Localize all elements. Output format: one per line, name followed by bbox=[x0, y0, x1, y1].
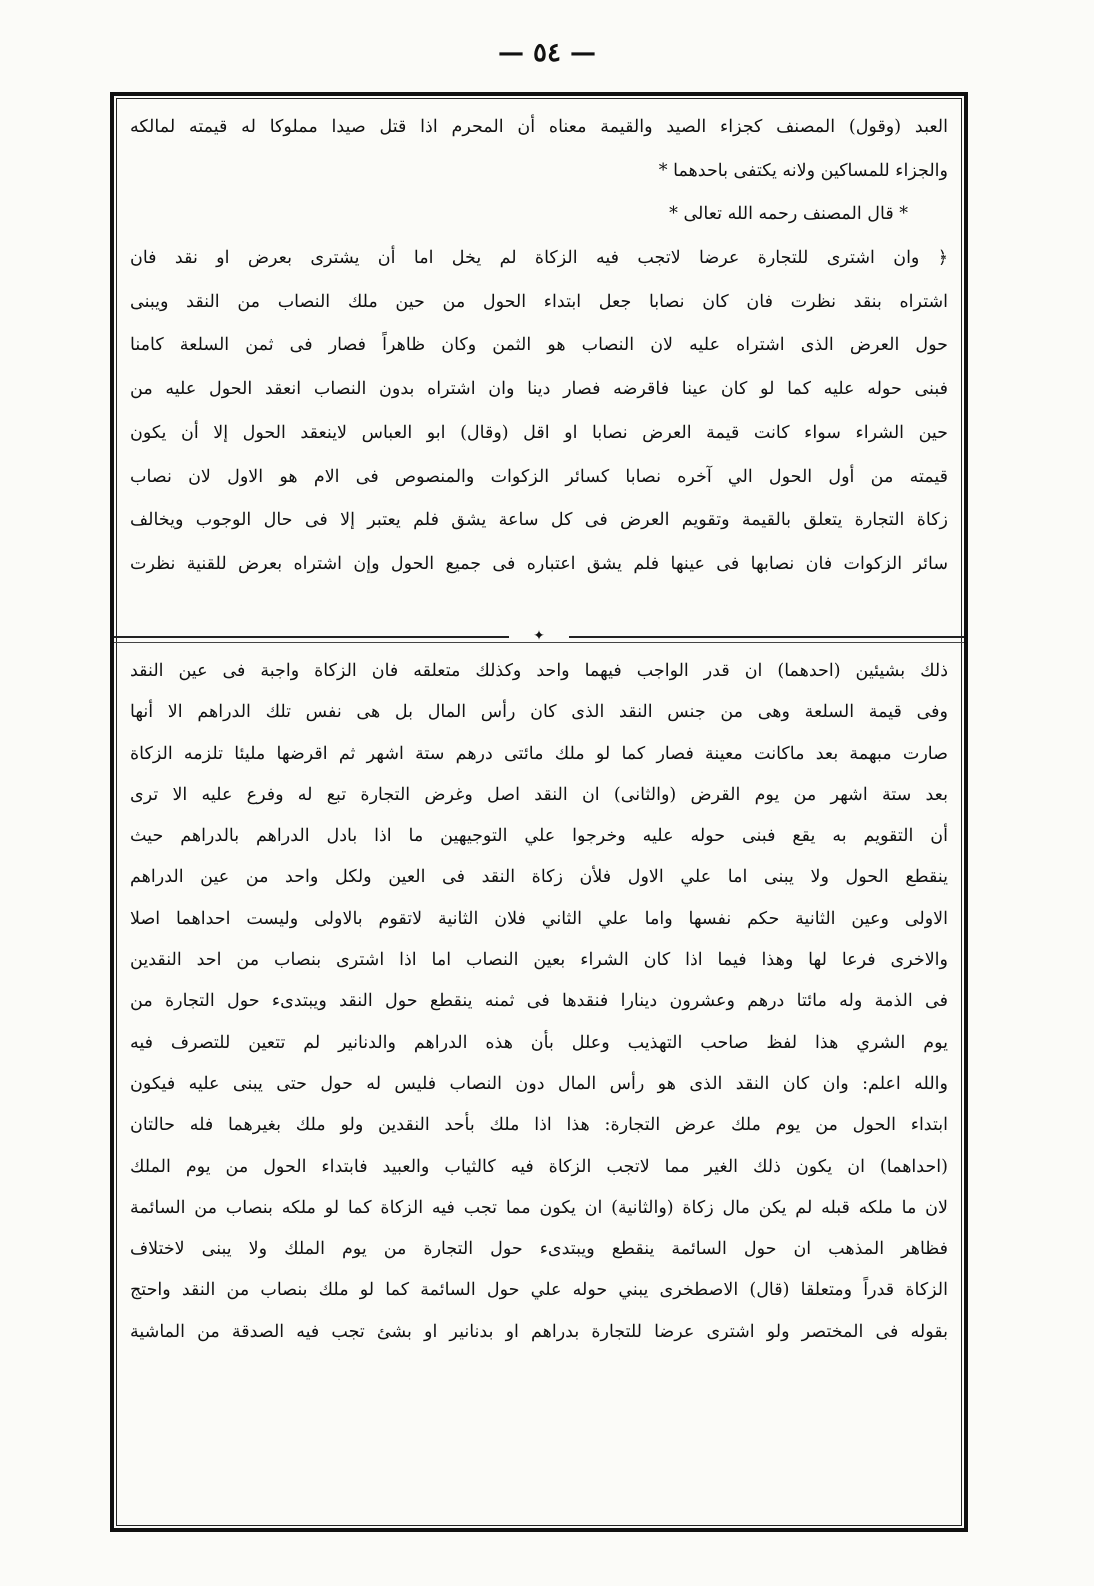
text-line: زكاة التجارة يتعلق بالقيمة وتقويم العرض فى كل ساعة يشق فلم يعتبر إلا فى حال الوجوب ويخالف bbox=[130, 510, 948, 531]
page-number: — ٥٤ — bbox=[497, 38, 597, 68]
text-line: ﴿ وان اشترى للتجارة عرضا لاتجب فيه الزكاة لم يخل اما أن يشترى بعرض او نقد فان bbox=[130, 248, 948, 269]
text-frame bbox=[110, 92, 968, 1532]
text-line: ينقطع الحول ولا يبنى اما علي الاول فلأن زكاة النقد فى العين ولكل واحد من عين الدراهم bbox=[130, 867, 948, 888]
text-line: حين الشراء سواء كانت قيمة العرض نصابا او اقل (وقال) ابو العباس لاينعقد الحول إلا أن يكون bbox=[130, 422, 948, 443]
text-line: والله اعلم: وان كان النقد الذى هو رأس المال دون النصاب فليس له حول حتى يبنى عليه فيكون bbox=[130, 1073, 948, 1094]
text-line: أن التقويم به يقع فبنى حوله عليه وخرجوا علي التوجيهين ما اذا بادل الدراهم بالدراهم حيث bbox=[130, 826, 948, 847]
commentary-bottom-section bbox=[130, 651, 948, 1511]
text-line: سائر الزكوات فان نصابها فى عينها فلم يشق اعتباره فى جميع الحول وإن اشتراه بعرض للقنية نظرت bbox=[130, 553, 948, 574]
divider-ornament: ✦ bbox=[509, 629, 569, 643]
text-line: وفى قيمة السلعة وهى من جنس النقد الذى كان رأس المال بل هى نفس تلك الدراهم الا أنها bbox=[130, 702, 948, 723]
text-line: * قال المصنف رحمه الله تعالى * bbox=[669, 204, 908, 225]
text-line: العبد (وقول) المصنف كجزاء الصيد والقيمة معناه أن المحرم اذا قتل صيدا مملوكا له قيمته لمالكه bbox=[130, 117, 948, 137]
text-line: حول العرض الذى اشتراه عليه لان النصاب هو الثمن وكان ظاهراً فصار فى ثمن السلعة كامنا bbox=[130, 335, 948, 356]
text-line: بعد ستة اشهر من يوم القرض (والثانى) ان النقد اصل وغرض التجارة تبع له وفرع عليه الا ترى bbox=[130, 784, 948, 805]
text-line: بقوله فى المختصر ولو اشترى عرضا للتجارة بدراهم او بدنانير او بشئ تجب فيه الصدقة من الماشية bbox=[130, 1321, 948, 1342]
text-line: اشتراه بنقد نظرت فان كان نصابا جعل ابتداء الحول من حين ملك النصاب من النقد ويبنى bbox=[130, 291, 948, 312]
text-line: الاولى وعين الثانية حكم نفسها واما علي الثاني فلان الثانية لاتقوم بالاولى وليست احداهما اصلا bbox=[130, 908, 948, 929]
text-line: الزكاة قدراً ومتعلقا (قال) الاصطخرى يبني حوله علي حول السائمة كما لو ملك بنصاب من النقد واحتج bbox=[130, 1280, 948, 1301]
section-divider bbox=[114, 628, 964, 644]
text-line: فبنى حوله عليه كما لو كان عينا فاقرضه فصار دينا وان اشتراه بدون النصاب انعقد الحول عليه من bbox=[130, 379, 948, 400]
text-line: والاخرى فرعا لها وهذا فيما اذا كان الشراء بعين النصاب اما اذا اشترى بنصاب من احد النقدين bbox=[130, 950, 948, 971]
text-line: ابتداء الحول من يوم ملك عرض التجارة: هذا اذا ملك بأحد النقدين ولو ملك بغيرهما فله حالتان bbox=[130, 1115, 948, 1136]
text-line: يوم الشري هذا لفظ صاحب التهذيب وعلل بأن هذه الدراهم والدنانير لم تتعين للتصرف فيه bbox=[130, 1032, 948, 1053]
text-line: والجزاء للمساكين ولانه يكتفى باحدهما * bbox=[658, 160, 948, 181]
text-line: قيمته من أول الحول الي آخره نصابا كسائر الزكوات والمنصوص فى الام هو الاول لان نصاب bbox=[130, 466, 948, 487]
text-line: ذلك بشيئين (احدهما) ان قدر الواجب فيهما واحد وكذلك متعلقه فان الزكاة واجبة فى عين النقد bbox=[130, 661, 948, 681]
text-line: (احداهما) ان يكون ذلك الغير مما لاتجب الزكاة فيه كالثياب والعبيد فابتداء الحول من يوم الملك bbox=[130, 1156, 948, 1177]
text-line: صارت مبهمة بعد ماكانت معينة فصار كما لو ملك مائتى درهم ستة اشهر ثم اقرضها مليئا تلزمه الزكاة bbox=[130, 743, 948, 764]
text-line: لان ما ملكه قبله لم يكن مال زكاة (والثانية) ان يكون مما تجب فيه الزكاة كما لو ملكه بنصاب من السائمة bbox=[130, 1197, 948, 1218]
commentary-top-section bbox=[130, 106, 948, 626]
text-line: فظاهر المذهب ان حول السائمة ينقطع ويبتدىء حول التجارة من يوم الملك ولا يبنى لاختلاف bbox=[130, 1239, 948, 1260]
text-line: فى الذمة وله مائتا درهم وعشرون دينارا فنقدها فى ثمنه ينقطع حول النقد ويبتدىء حول التجارة من bbox=[130, 991, 948, 1012]
